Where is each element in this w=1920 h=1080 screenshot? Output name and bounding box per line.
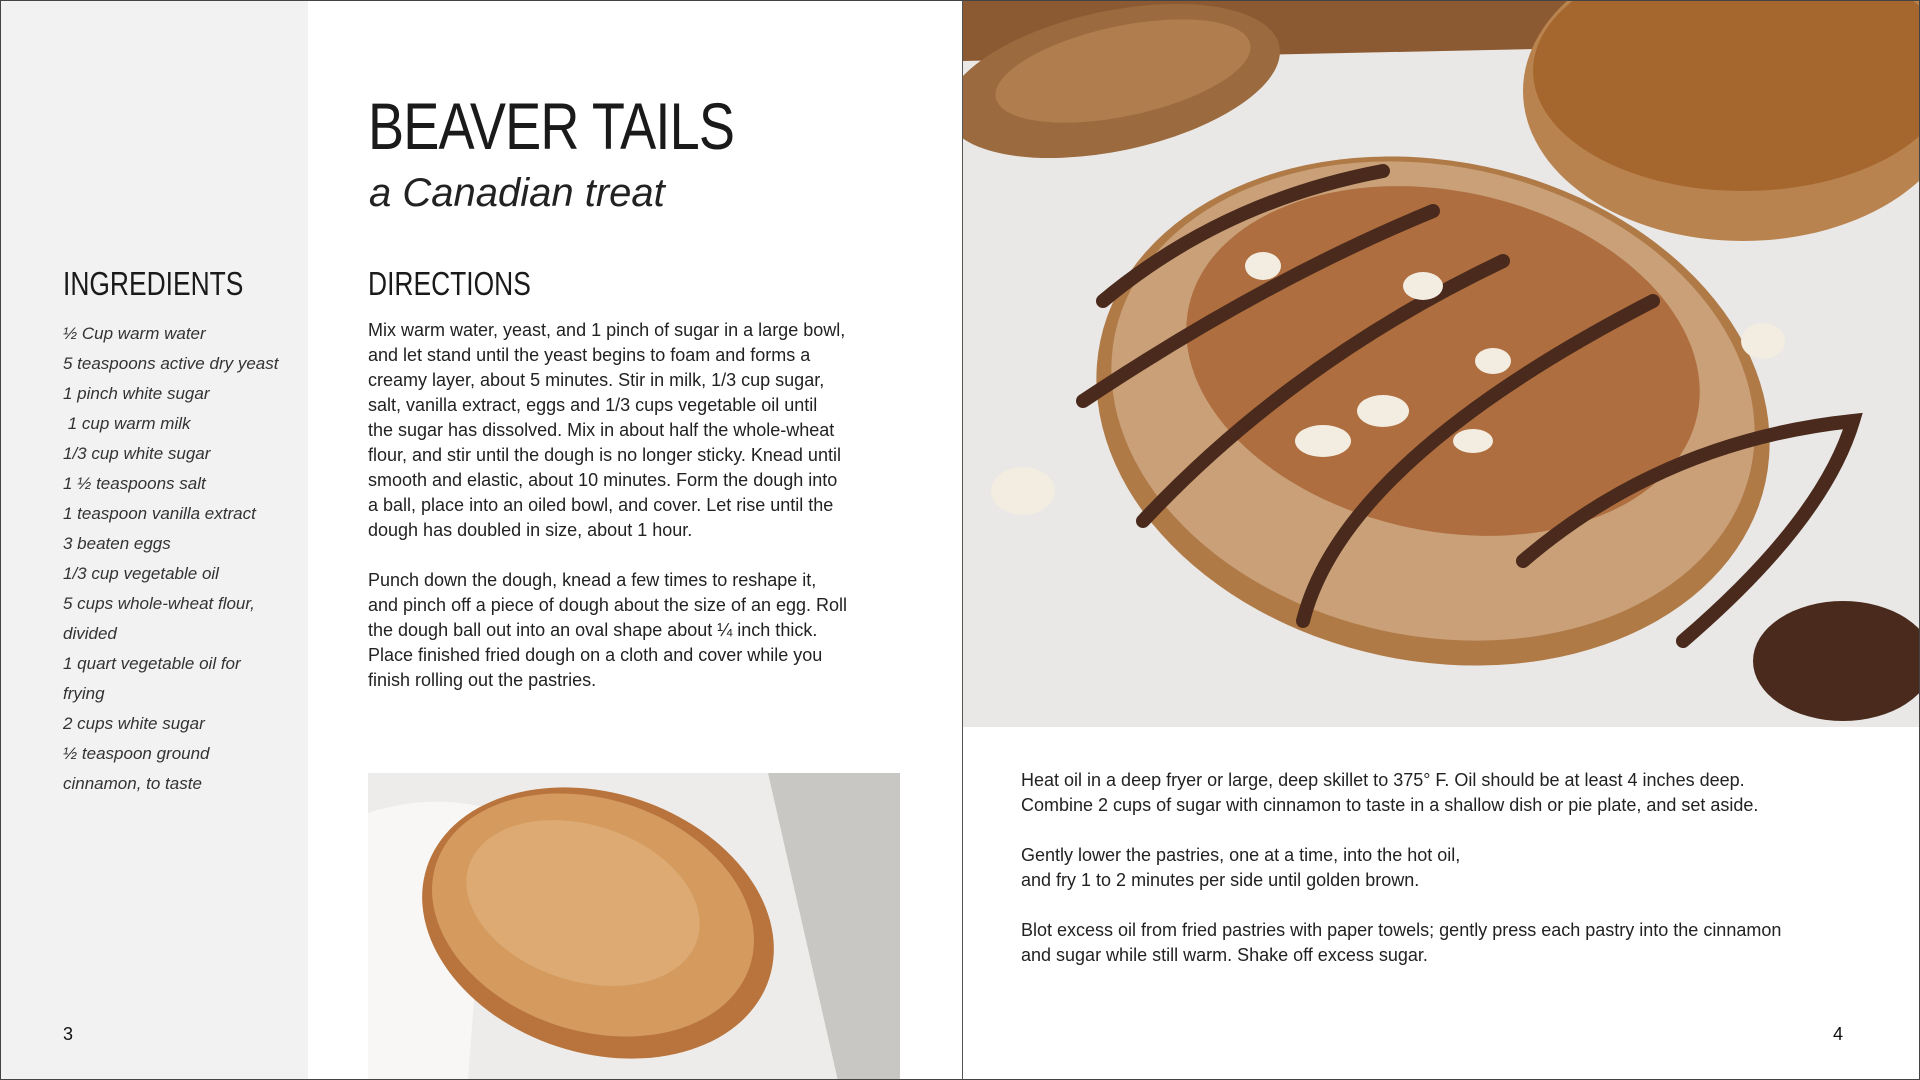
ingredient-item: ½ teaspoon ground [63,744,210,763]
ingredient-item: ½ Cup warm water [63,324,206,343]
ingredient-item: divided [63,624,117,643]
fried-pastry-illustration [368,773,900,1080]
steps-paragraph: Blot excess oil from fried pastries with paper towels; gently press each pastry into the cinnamon and sugar while still warm. Shake off excess sugar. [1021,920,1782,965]
directions-paragraph: Mix warm water, yeast, and 1 pinch of sugar in a large bowl, and let stand until the yeast begins to foam and forms a creamy layer, about 5 minutes. Stir in milk, 1/3 cup sugar, salt, vanilla extract, eggs and 1/3 cups vegetable oil until the sugar has dissolved. Mix in about half the whole-wheat flour, and stir until the dough is no longer sticky. Knead until smooth and elastic, about 10 minutes. Form the dough into a ball, place into an oiled bowl, and cover. Let rise until the dough has doubled in size, about 1 hour. [368,320,846,540]
ingredient-item: 1 teaspoon vanilla extract [63,504,256,523]
ingredient-item: 1 cup warm milk [63,414,191,433]
ingredient-item: 2 cups white sugar [63,714,205,733]
directions-heading: DIRECTIONS [368,265,531,302]
page-number-left: 3 [63,1024,74,1044]
ingredient-item: frying [63,684,105,703]
fried-pastry-photo [368,773,900,1080]
ingredient-item: 1/3 cup white sugar [63,444,211,463]
page-number-right: 4 [1833,1024,1844,1044]
ingredient-item: 1/3 cup vegetable oil [63,564,219,583]
cooking-steps [1021,768,1881,993]
ingredients-list [63,319,299,799]
ingredient-item: 1 pinch white sugar [63,384,210,403]
recipe-title: BEAVER TAILS [368,89,735,163]
directions-text [368,318,888,718]
ingredient-item: 1 quart vegetable oil for [63,654,241,673]
ingredients-heading: INGREDIENTS [63,265,244,302]
steps-paragraph: Heat oil in a deep fryer or large, deep skillet to 375° F. Oil should be at least 4 inches deep. Combine 2 cups of sugar with cinnamon to taste in a shallow dish or pie plate, and set aside. [1021,770,1759,815]
beaver-tail-photo [963,1,1920,727]
beaver-tail-illustration [963,1,1920,727]
ingredient-item: 5 cups whole-wheat flour, [63,594,255,613]
ingredient-item: 5 teaspoons active dry yeast [63,354,279,373]
ingredient-item: cinnamon, to taste [63,774,202,793]
steps-paragraph: Gently lower the pastries, one at a time, into the hot oil, and fry 1 to 2 minutes per side until golden brown. [1021,845,1461,890]
ingredient-item: 3 beaten eggs [63,534,171,553]
ingredient-item: 1 ½ teaspoons salt [63,474,206,493]
recipe-subtitle: a Canadian treat [369,171,665,215]
directions-paragraph: Punch down the dough, knead a few times to reshape it, and pinch off a piece of dough about the size of an egg. Roll the dough ball out into an oval shape about ¼ inch thick. Place finished fried dough on a cloth and cover while you finish rolling out the pastries. [368,570,848,690]
